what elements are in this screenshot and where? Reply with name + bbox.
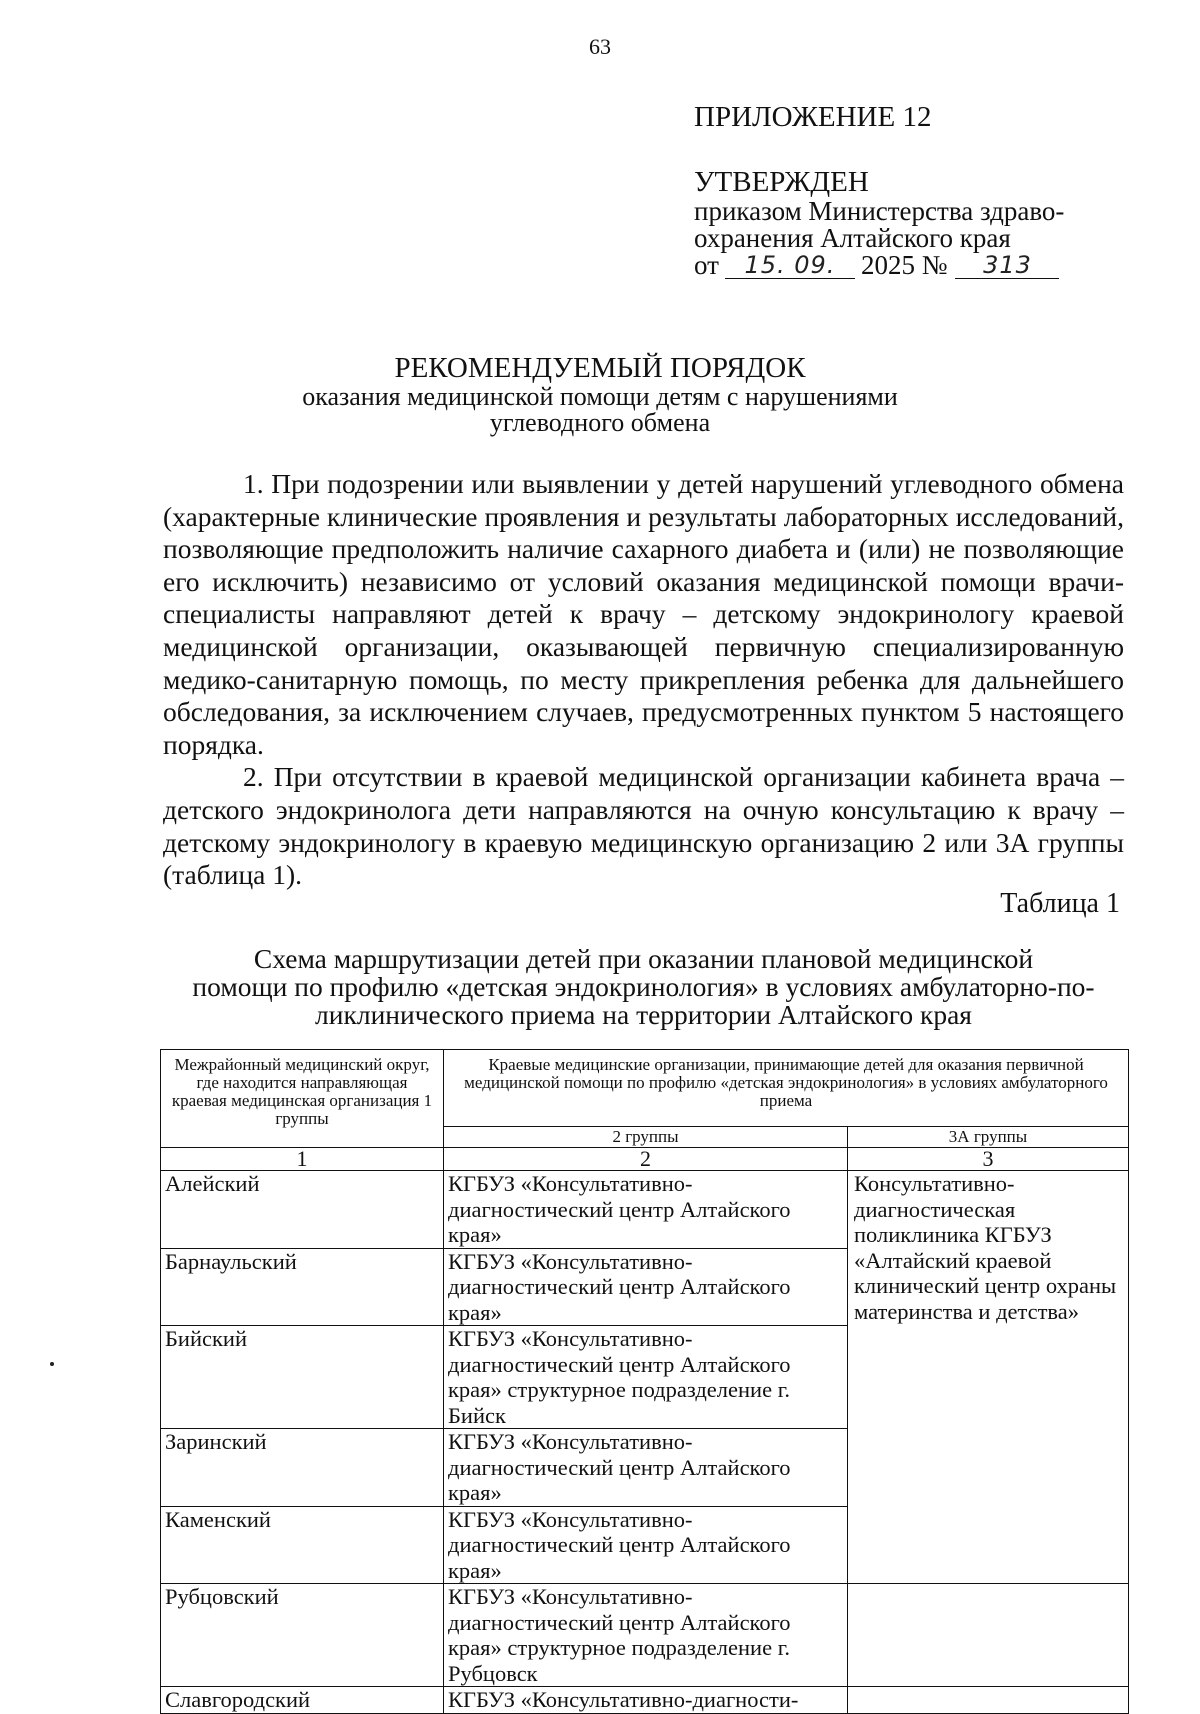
page-number: 63 [589, 34, 611, 59]
organization-cell: КГБУЗ «Консультативно-диагности- [444, 1687, 848, 1714]
header-organizations: Краевые медицинские организации, принимающие детей для оказания первичной медицинской помощи по профилю «детская эндокринология» в условиях амбулаторного приема [444, 1050, 1129, 1127]
title-sub-1: оказания медицинской помощи детям с нарушениями [302, 382, 898, 411]
table-label: Таблица 1 [1000, 888, 1120, 919]
title-main: РЕКОМЕНДУЕМЫЙ ПОРЯДОК [394, 352, 806, 384]
order-date-line [694, 252, 1114, 279]
title-sub-2: углеводного обмена [489, 408, 711, 437]
organization-cell: КГБУЗ «Консультативно-диагностический центр Алтайского края» структурное подразделение г. Рубцовск [444, 1584, 848, 1687]
organization-cell: КГБУЗ «Консультативно-диагностический центр Алтайского края» структурное подразделение г. Бийск [444, 1326, 848, 1429]
appendix-title: ПРИЛОЖЕНИЕ 12 [694, 101, 932, 133]
paragraph-2: 2. При отсутствии в краевой медицинской организации кабинета врача – детского эндокринолога дети направляются на очную консультацию к врачу – детскому эндокринологу в краевую медицинскую организацию 2 или 3А группы (таблица 1). [163, 761, 1124, 891]
table-row [161, 1584, 1129, 1687]
table-title [163, 945, 1124, 1029]
district-cell: Алейский [161, 1171, 444, 1249]
column-number-1: 1 [161, 1148, 444, 1171]
group-3a-organization-cell: Консультативно-диагностическая поликлиника КГБУЗ «Алтайский краевой клинический центр охраны материнства и детства» [848, 1171, 1129, 1584]
approved-title: УТВЕРЖДЕН [694, 166, 869, 198]
document-title [0, 352, 1200, 436]
year-label: 2025 № [860, 250, 948, 280]
table-row [161, 1171, 1129, 1249]
district-cell: Каменский [161, 1506, 444, 1584]
empty-cell [848, 1687, 1129, 1714]
organization-cell: КГБУЗ «Консультативно-диагностический центр Алтайского края» [444, 1506, 848, 1584]
scan-artifact-dot [50, 1362, 54, 1366]
district-cell: Славгородский [161, 1687, 444, 1714]
order-line-1: приказом Министерства здраво- [694, 196, 1065, 226]
paragraph-1: 1. При подозрении или выявлении у детей нарушений углеводного обмена (характерные клинические проявления и результаты лабораторных исследований, позволяющие предположить наличие сахарного диабета и (или) не позволяющие его исключить) независимо от условий оказания медицинской помощи врачи-специалисты направляют детей к врачу – детскому эндокринологу краевой медицинской организации, оказывающей первичную специализированную медико-санитарную помощь, по месту прикрепления ребенка для дальнейшего обследования, за исключением случаев, предусмотренных пунктом 5 настоящего порядка. [163, 468, 1124, 760]
table-title-line-2: помощи по профилю «детская эндокринология» в условиях амбулаторно-по- [192, 971, 1095, 1002]
table-row [161, 1687, 1129, 1714]
organization-cell: КГБУЗ «Консультативно-диагностический центр Алтайского края» [444, 1429, 848, 1507]
handwritten-number: 313 [955, 252, 1059, 279]
organization-cell: КГБУЗ «Консультативно-диагностический центр Алтайского края» [444, 1248, 848, 1326]
handwritten-date: 15. 09. [725, 252, 855, 279]
table-title-line-3: ликлинического приема на территории Алтайского края [315, 999, 972, 1030]
order-line-2: охранения Алтайского края [694, 223, 1011, 253]
column-number-2: 2 [444, 1148, 848, 1171]
district-cell: Рубцовский [161, 1584, 444, 1687]
routing-table [160, 1049, 1129, 1714]
organization-cell: КГБУЗ «Консультативно-диагностический центр Алтайского края» [444, 1171, 848, 1249]
header-district: Межрайонный медицинский округ, где находится направляющая краевая медицинская организация 1 группы [161, 1050, 444, 1148]
district-cell: Барнаульский [161, 1248, 444, 1326]
header-group-3a: 3А группы [848, 1127, 1129, 1148]
body-text [163, 468, 1124, 892]
table-title-line-1: Схема маршрутизации детей при оказании плановой медицинской [253, 943, 1034, 974]
empty-cell [848, 1584, 1129, 1687]
column-number-3: 3 [848, 1148, 1129, 1171]
from-label: от [694, 250, 719, 280]
district-cell: Бийский [161, 1326, 444, 1429]
district-cell: Заринский [161, 1429, 444, 1507]
header-group-2: 2 группы [444, 1127, 848, 1148]
approval-block [694, 100, 1114, 279]
